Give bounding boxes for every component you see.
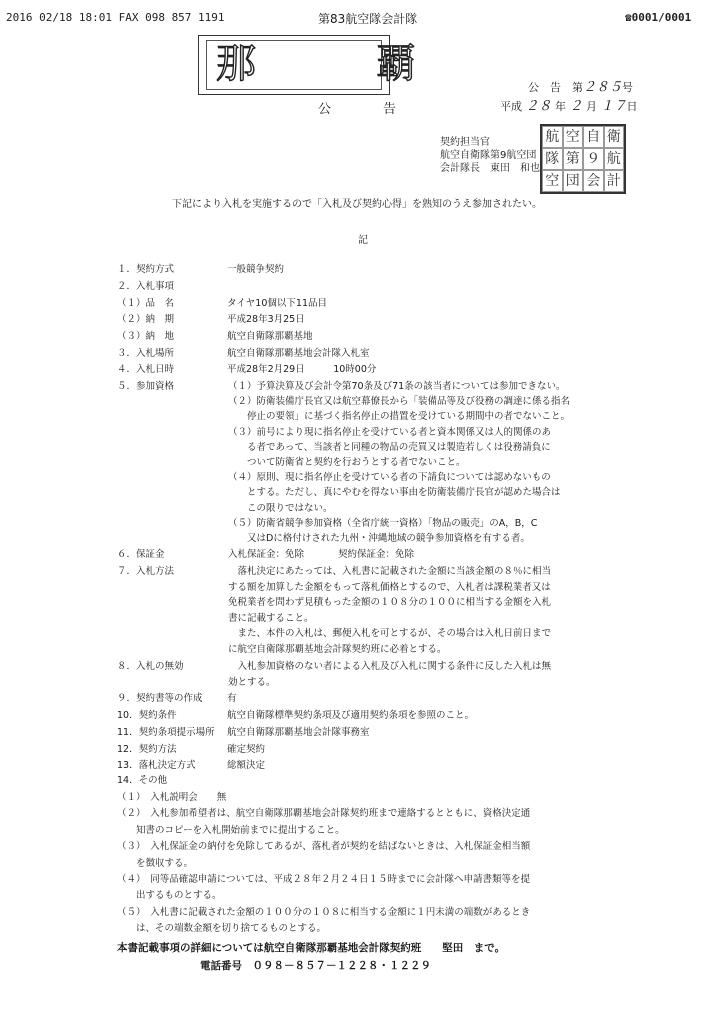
item-value: 確定契約 [227, 744, 266, 755]
item-value: 航空自衛隊那覇基地会計隊入札室 [227, 348, 370, 359]
qualification-line: （２）防衛装備庁長官又は航空幕僚長から「装備品等及び役務の調達に係る指名 [228, 396, 571, 408]
item-value: 航空自衛隊那覇基地会計隊事務室 [227, 727, 370, 738]
phone-number: 電話番号 ０９８－８５７－１２２８・１２２９ [200, 960, 431, 972]
bidding-method-label: ７．入札方法 [117, 566, 175, 577]
item-value: 有 [227, 693, 237, 704]
item-label: ９．契約書等の作成 [117, 693, 203, 704]
ki-heading: 記 [358, 235, 368, 246]
seal-character: 団 [563, 170, 584, 192]
seal-character: ９ [583, 148, 604, 170]
bidding-method-line: する額を加算した金額をもって落札価格とするので、入札者は課税業者又は [228, 581, 551, 593]
seal-character: 航 [604, 148, 625, 170]
other-line: （４） 同等品確認申請については、平成２８年２月２４日１５時までに会計隊へ申請書類等を提 [117, 874, 531, 885]
fax-sender: 第83航空隊会計隊 [318, 12, 418, 26]
qualification-line: この限りではない。 [228, 502, 333, 514]
item-label: （３）納 地 [117, 331, 175, 342]
official-seal [540, 124, 626, 194]
notice-number: 公 告 第２８５号 [528, 80, 634, 95]
seal-character: 衛 [604, 126, 625, 148]
invalid-label: ８．入札の無効 [117, 661, 184, 672]
item-value: 航空自衛隊標準契約条項及び適用契約条項を参照のこと。 [227, 710, 475, 721]
item-label: （１）品 名 [117, 298, 175, 309]
seal-character: 空 [563, 126, 584, 148]
qualification-line: （１）予算決算及び会計令第70条及び71条の該当者については参加できない。 [228, 381, 566, 392]
item-label: 12．契約方法 [117, 744, 177, 755]
item-label: ４．入札日時 [117, 364, 175, 375]
other-line: 知書のコピーを入札開始前までに提出すること。 [117, 824, 345, 836]
item-label: 13．落札決定方式 [117, 760, 196, 771]
bidding-method-line: 免税業者を問わず見積もった金額の１０８分の１００に相当する金額を入札 [228, 597, 552, 609]
qualification-line: 停止の要領」に基づく指名停止の措置を受けている期間中の者でないこと。 [228, 411, 571, 423]
other-line: 出するものとする。 [117, 890, 222, 902]
item-label: ３．入札場所 [117, 348, 175, 359]
intro-text: 下記により入札を実施するので「入札及び契約心得」を熟知のうえ参加されたい。 [172, 199, 542, 210]
item-value: 航空自衛隊那覇基地 [227, 331, 313, 342]
contact-role: 契約担当官 [440, 137, 490, 148]
invalid-line: 入札参加資格のない者による入札及び入札に関する条件に反した入札は無 [228, 661, 552, 672]
item-value: タイヤ10個以下11品目 [227, 298, 327, 309]
item-value: 総額決定 [227, 760, 266, 771]
qualification-line: とする。ただし、真にやむを得ない事由を防衛装備庁長官が認めた場合は [228, 487, 561, 499]
item-label: 14．その他 [117, 775, 168, 786]
bidding-method-line: に航空自衛隊那覇基地会計隊契約班に必着とする。 [228, 644, 447, 655]
deposit-bid: 入札保証金：免除 [228, 549, 305, 560]
bidding-method-line: 書に記載すること。 [228, 612, 314, 624]
notice-date: 平成 ２８ 年 ２ 月 １７日 [500, 99, 638, 114]
qualification-line: ついて防衛省と契約を行おうとする者でないこと。 [228, 457, 466, 468]
seal-character: 航 [542, 126, 563, 148]
fax-page: ☎0001/0001 [625, 11, 692, 24]
deposit-contract: 契約保証金：免除 [338, 549, 415, 560]
item-value: 平成28年2月29日 10時00分 [227, 364, 377, 375]
other-line: （２） 入札参加希望者は、航空自衛隊那覇基地会計隊契約班まで連絡するとともに、資格決定通 [117, 808, 531, 820]
item-label: 10．契約条件 [117, 710, 177, 721]
fax-datetime-number: 2016 02/18 18:01 FAX 098 857 1191 [6, 11, 225, 24]
item-value: 一般競争契約 [227, 264, 285, 275]
qualification-line: （３）前号により現に指名停止を受けている者と資本関係又は人的関係のあ [228, 426, 552, 438]
item-label: 11．契約条項提示場所 [117, 727, 215, 738]
seal-character: 自 [583, 126, 604, 148]
qualification-line: （５）防衛省競争参加資格（全省庁統一資格）「物品の販売」のA，B，C [228, 517, 538, 529]
seal-character: 空 [542, 170, 563, 192]
seal-character: 隊 [542, 148, 563, 170]
qualification-line: る者であって、当該者と同種の物品の売買又は製造若しくは役務請負に [228, 441, 551, 453]
item-label: １．契約方式 [117, 264, 175, 275]
item-value: 平成28年3月25日 [227, 314, 305, 325]
fax-icon: ☎ [625, 11, 632, 24]
invalid-line: 効とする。 [228, 676, 276, 688]
other-line: （５） 入札書に記載された金額の１００分の１０８に相当する金額に１円未満の端数があるとき [117, 906, 531, 918]
seal-character: 計 [604, 170, 625, 192]
other-line: （３） 入札保証金の納付を免除してあるが、落札者が契約を結ばないときは、入札保証金相当額 [117, 841, 531, 853]
item-label: ２．入札事項 [117, 281, 175, 292]
item-label: ５．参加資格 [117, 381, 175, 392]
contact-org: 航空自衛隊第9航空団 [440, 150, 537, 161]
qualification-line: 又はDに格付けされた九州・沖縄地域の競争参加資格を有する者。 [228, 533, 530, 544]
other-line: を徴収する。 [117, 857, 194, 869]
inquiry-text: 本書記載事項の詳細については航空自衛隊那覇基地会計隊契約班 堅田 まで。 [117, 942, 506, 954]
qualification-line: （４）原則、現に指名停止を受けている者の下請負については認めないもの [228, 472, 551, 484]
doc-title: 公 告 [318, 102, 397, 117]
stamp-title: 那 覇 [216, 41, 456, 87]
other-line: （１） 入札説明会 無 [117, 792, 227, 803]
deposit-label: ６．保証金 [117, 549, 165, 560]
contact-person: 会計隊長 東田 和也 [440, 163, 540, 174]
other-line: は、その端数金額を切り捨てるものとする。 [117, 923, 327, 935]
item-label: （２）納 期 [117, 314, 175, 325]
bidding-method-line: 落札決定にあたっては、入札書に記載された金額に当該金額の８％に相当 [228, 566, 552, 577]
bidding-method-line: また、本件の入札は、郵便入札を可とするが、その場合は入札日前日まで [228, 628, 552, 640]
seal-character: 会 [583, 170, 604, 192]
seal-character: 第 [563, 148, 584, 170]
